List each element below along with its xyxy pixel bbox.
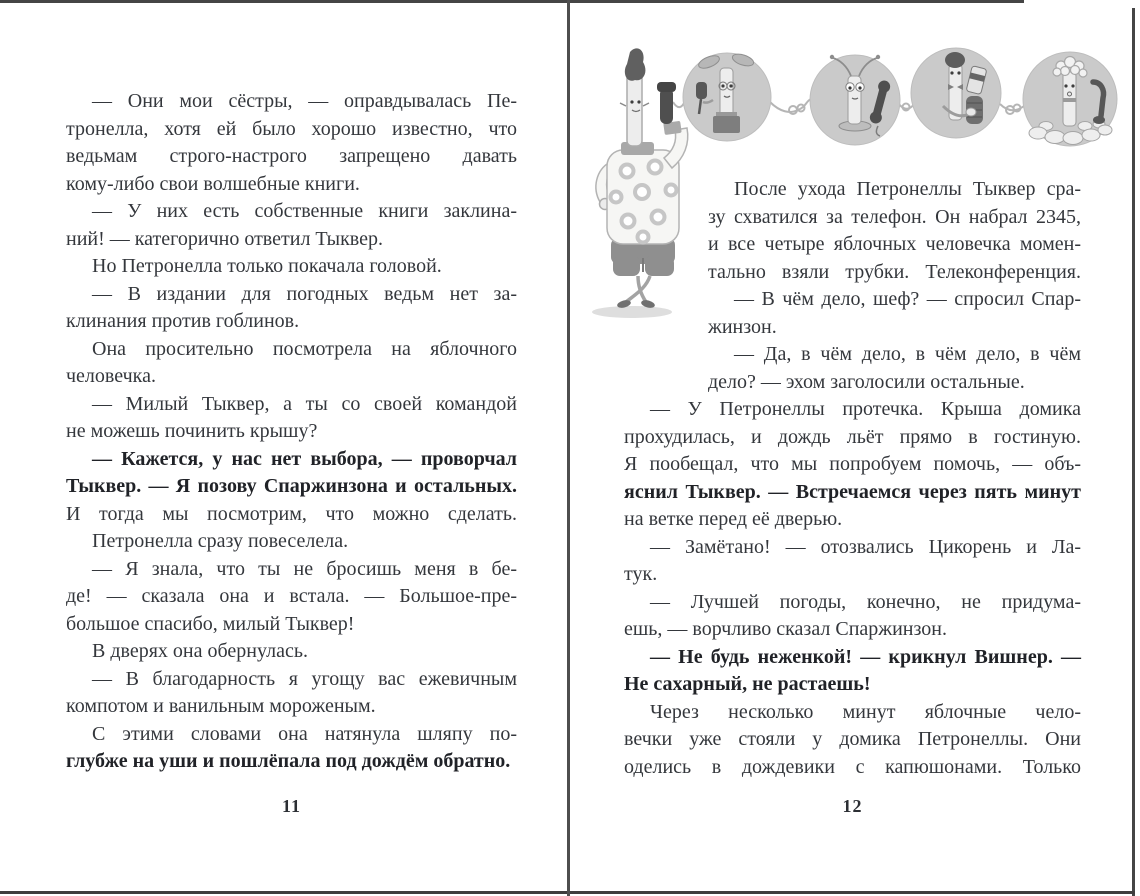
text-line: Не сахарный, не растаешь! — [624, 673, 871, 695]
text-line: клинания против гоблинов. — [66, 310, 300, 332]
text-line: на ветке перед её дверью. — [624, 508, 843, 530]
text-line: большое спасибо, милый Тыквер! — [66, 612, 355, 635]
text-line: — В чём дело, шеф? — спросил Спар- — [734, 288, 1081, 310]
text-line: После ухода Петронеллы Тыквер сра- — [734, 178, 1081, 200]
text-line: — Да, в чём дело, в чём дело, в чём — [734, 343, 1081, 365]
book-spine-line — [567, 0, 570, 896]
text-line: кому-либо свои волшебные книги. — [66, 172, 360, 195]
text-line: — Милый Тыквер, а ты со своей командой — [92, 392, 517, 415]
text-line: компотом и ванильным мороженым. — [66, 695, 376, 717]
page-edge-right — [1132, 8, 1135, 896]
text-line: де! — сказала она и встала. — Большое-пре- — [66, 585, 517, 607]
ground-shadow — [592, 306, 672, 318]
text-line: прохудилась, и дождь льёт прямо в гостиную. — [624, 425, 1081, 448]
text-line: жинзон. — [708, 315, 777, 338]
text-line: ешь, — ворчливо сказал Спаржинзон. — [624, 618, 947, 640]
text-line: человечка. — [66, 365, 156, 387]
leaf-hair — [625, 48, 646, 80]
text-line: тук. — [624, 563, 658, 585]
text-line: оделись в дождевики с капюшонами. Только — [624, 755, 1081, 778]
text-line: И тогда мы посмотрим, что можно сделать. — [66, 502, 517, 525]
text-line: тально взяли трубки. Телеконференция. — [708, 260, 1081, 283]
text-line: — Кажется, у нас нет выбора, — проворчал — [92, 447, 517, 470]
text-line: ний! — категорично ответил Тыквер. — [66, 227, 384, 250]
text-line: дело? — эхом заголосили остальные. — [708, 370, 1025, 393]
page-number-left: 11 — [281, 796, 301, 816]
text-line: яснил Тыквер. — Встречаемся через пять минут — [624, 480, 1081, 503]
apple-man-figure — [592, 48, 688, 318]
conference-circle-3 — [911, 48, 1001, 138]
text-line: тронелла, хотя ей было хорошо известно, что — [66, 117, 517, 140]
text-line: Через несколько минут яблочные чело- — [650, 700, 1081, 723]
conference-circle-4 — [1023, 52, 1117, 146]
text-line: глубже на уши и пошлёпала под дождём обратно. — [66, 750, 511, 772]
text-line: — У Петронеллы протечка. Крыша домика — [650, 398, 1081, 420]
text-line: Петронелла сразу повеселела. — [92, 530, 349, 552]
text-line: — Они мои сёстры, — оправдывалась Пе- — [92, 90, 517, 112]
right-page-text-wrapped — [708, 176, 1081, 396]
text-line: — Замётано! — отозвались Цикорень и Ла- — [650, 535, 1081, 558]
text-line: Я пообещал, что мы попробуем помочь, — объ- — [624, 453, 1081, 475]
text-line: не можешь починить крышу? — [66, 420, 318, 442]
text-line: и все четыре яблочных человечка момен- — [708, 233, 1081, 255]
conference-circle-1 — [683, 52, 771, 141]
text-line: Тыквер. — Я позову Спаржинзона и остальных. — [66, 475, 517, 497]
text-line: вечки уже стояли у домика Петронеллы. Они — [624, 728, 1081, 750]
right-page-text — [624, 396, 1081, 781]
conference-circle-2 — [810, 55, 900, 145]
text-line: — Лучшей погоды, конечно, не придума- — [650, 590, 1081, 613]
text-line: ведьмам строго-настрого запрещено давать — [66, 145, 517, 167]
page-number-right: 12 — [842, 796, 863, 816]
text-line: — У них есть собственные книги заклина- — [92, 200, 517, 222]
text-line: зу схватился за телефон. Он набрал 2345, — [708, 205, 1081, 228]
page-edge-top — [0, 0, 1024, 3]
text-line: — Не будь неженкой! — крикнул Вишнер. — — [650, 645, 1081, 668]
text-line: — В издании для погодных ведьм нет за- — [92, 282, 517, 305]
text-line: В дверях она обернулась. — [92, 640, 308, 662]
left-page-text — [66, 88, 517, 776]
text-line: — Я знала, что ты не бросишь меня в бе- — [92, 557, 517, 580]
text-line: Но Петронелла только покачала головой. — [92, 255, 442, 277]
text-line: Она просительно посмотрела на яблочного — [92, 337, 517, 360]
text-line: — В благодарность я угощу вас ежевичным — [92, 667, 517, 690]
text-line: С этими словами она натянула шляпу по- — [92, 722, 517, 745]
